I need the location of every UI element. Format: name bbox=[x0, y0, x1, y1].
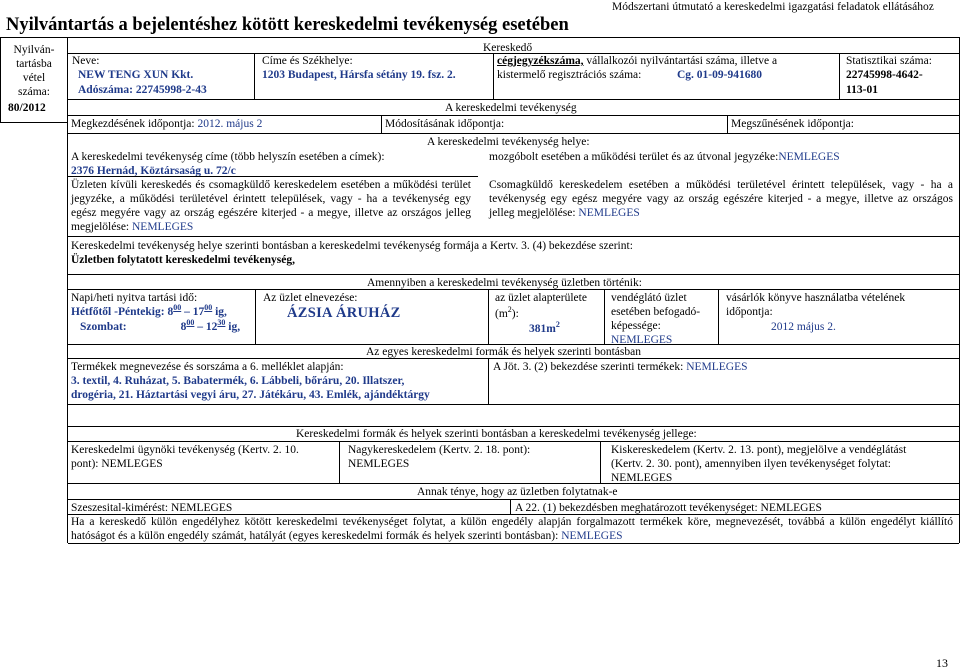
agent-label-1: Kereskedelmi ügynöki tevékenység (Kertv. 2. 10. bbox=[71, 444, 299, 456]
network-top-rule bbox=[68, 483, 959, 484]
shop-divider-1 bbox=[255, 289, 256, 344]
place-section-title: A kereskedelmi tevékenység helye: bbox=[427, 136, 590, 148]
jot-products-label: A Jöt. 3. (2) bekezdése szerinti termékek: bbox=[493, 361, 684, 373]
start-date-label: Megkezdésének időpontja: bbox=[71, 118, 195, 130]
activity-section-title: A kereskedelmi tevékenység bbox=[445, 102, 577, 114]
shop-name-value: ÁZSIA ÁRUHÁZ bbox=[287, 305, 401, 321]
form-top-rule bbox=[68, 236, 959, 237]
start-date-value: 2012. május 2 bbox=[197, 118, 263, 130]
shop-divider-4 bbox=[718, 289, 719, 344]
document-title: Nyilvántartás a bejelentéshez kötött kereskedelmi tevékenység esetében bbox=[6, 15, 569, 35]
catering-label-2: esetében befogadó- bbox=[611, 306, 701, 318]
network-divider bbox=[510, 499, 511, 514]
retail-value: NEMLEGES bbox=[611, 472, 673, 484]
trader-divider-2 bbox=[493, 53, 494, 99]
shop-divider-3 bbox=[604, 289, 605, 344]
left-col-bottom-rule bbox=[0, 122, 68, 123]
retail-label-1: Kiskereskedelem (Kertv. 2. 13. pont), megjelölve a vendéglátást bbox=[611, 444, 907, 456]
opening-hours-weekday: Hétfőtől -Péntekig: $8^{00} - 17^{00}$ ig, bbox=[71, 303, 227, 318]
activity-top-rule bbox=[68, 99, 959, 100]
shop-fields-rule bbox=[68, 289, 959, 290]
mobile-shop-label: mozgóbolt esetében a működési terület és az útvonal jegyzéke: bbox=[489, 151, 779, 163]
opening-hours-saturday: Szombat: $8^{00} - 12^{30}$ ig, bbox=[80, 318, 241, 333]
trader-stat-value-1: 22745998-4642- bbox=[846, 69, 923, 81]
forms-divider-1 bbox=[339, 441, 340, 483]
jot-products-value: NEMLEGES bbox=[686, 361, 748, 373]
products-bottom-rule bbox=[68, 404, 959, 405]
complaint-book-label-1: vásárlók könyve használatba vételének bbox=[726, 292, 906, 304]
trader-section-title: Kereskedő bbox=[483, 42, 533, 54]
catering-value: NEMLEGES bbox=[611, 334, 673, 346]
agent-label-2: pont): NEMLEGES bbox=[71, 458, 163, 470]
mobile-shop-value: NEMLEGES bbox=[778, 151, 840, 163]
special-section-title: Az egyes kereskedelmi formák és helyek szerinti bontásban bbox=[366, 346, 641, 358]
shop-section-title: Amennyiben a kereskedelmi tevékenység üzletben történik: bbox=[367, 277, 642, 289]
place-address-value: 2376 Hernád, Köztársaság u. 72/c bbox=[71, 165, 236, 177]
end-date-label: Megszűnésének időpontja: bbox=[731, 118, 854, 130]
activity-dates-rule bbox=[68, 115, 959, 116]
address-underline bbox=[68, 176, 478, 177]
trader-address-label: Címe és Székhelye: bbox=[262, 55, 353, 67]
page-number: 13 bbox=[936, 656, 948, 670]
trader-reg-label-2: kistermelő regisztrációs száma: bbox=[497, 69, 642, 81]
permit-text: Ha a kereskedő külön engedélyhez kötött kereskedelmi tevékenységet folytat, a külön engedély alapján forgalmazott termékek köre, megnevezését, továbbá a külön engedélyt kiállító hatóságot és a külön engedély számát, hatályát (egyes kereskedelmi formák és helyek szerinti bontásban): NEMLEGES bbox=[71, 516, 953, 542]
trader-reg-label-bold: cégjegyzékszáma, bbox=[497, 55, 584, 67]
products-top-rule bbox=[68, 358, 959, 359]
complaint-book-label-2: időpontja: bbox=[726, 306, 773, 318]
products-line-1: 3. textil, 4. Ruházat, 5. Babatermék, 6. Lábbeli, bőráru, 20. Illatszer, bbox=[71, 375, 405, 387]
dates-divider-1 bbox=[381, 115, 382, 133]
catering-label-3: képessége: bbox=[611, 320, 661, 332]
products-line-2: drogéria, 21. Háztartási vegyi áru, 27. Játékáru, 43. Emlék, ajándéktárgy bbox=[71, 389, 430, 401]
complaint-book-value: 2012 május 2. bbox=[771, 321, 836, 333]
trader-divider-1 bbox=[254, 53, 255, 99]
wholesale-label: Nagykereskedelem (Kertv. 2. 18. pont): bbox=[348, 444, 531, 456]
products-label: Termékek megnevezése és sorszáma a 6. melléklet alapján: bbox=[71, 361, 344, 373]
document-subtitle: Módszertani útmutató a kereskedelmi igazgatási feladatok ellátásához bbox=[612, 1, 934, 13]
products-divider bbox=[488, 358, 489, 404]
registration-label: Nyilván- tartásba vétel száma: bbox=[13, 44, 55, 98]
opening-hours-label: Napi/heti nyitva tartási idő: bbox=[71, 292, 198, 304]
place-top-rule bbox=[68, 133, 959, 134]
trader-tax-label: Adószáma: bbox=[78, 84, 133, 96]
mail-order-text: Csomagküldő kereskedelem esetében a működési területével érintett települések, vagy - ha a tevékenység egy egész megyére vagy az ország egészére kiterjed - a megye, illetve az országos jelleg megjelölése: NEMLEGES bbox=[489, 179, 953, 219]
trader-divider-3 bbox=[839, 53, 840, 99]
catering-label-1: vendéglátó üzlet bbox=[611, 292, 687, 304]
forms-section-title: Kereskedelmi formák és helyek szerinti bontásban a kereskedelmi tevékenység jellege: bbox=[296, 428, 697, 440]
main-bottom-rule bbox=[68, 543, 959, 544]
trader-reg-value: Cg. 01-09-941680 bbox=[677, 69, 762, 81]
trader-reg-label: vállalkozói nyilvántartási száma, illetve a bbox=[583, 55, 778, 67]
trader-stat-value-2: 113-01 bbox=[846, 84, 878, 96]
trader-address-value: 1203 Budapest, Hársfa sétány 19. fsz. 2. bbox=[262, 69, 456, 81]
header-rule bbox=[0, 37, 960, 38]
retail-label-2: (Kertv. 2. 30. pont), amennyiben ilyen tevékenységet folytat: bbox=[611, 458, 891, 470]
a22-activity: A 22. (1) bekezdésben meghatározott tevékenységet: NEMLEGES bbox=[515, 502, 822, 514]
floor-area-value: $381m^2$ bbox=[529, 320, 560, 335]
shop-name-label: Az üzlet elnevezése: bbox=[263, 292, 358, 304]
main-left-line bbox=[67, 37, 68, 543]
trader-name-value: NEW TENG XUN Kkt. bbox=[78, 69, 194, 81]
trade-form-value: Üzletben folytatott kereskedelmi tevékenység, bbox=[71, 254, 295, 266]
outside-trade-text: Üzleten kívüli kereskedés és csomagküldő kereskedelem esetében a működési terület jegyzéke, a működési területével érintett települések, vagy - ha a tevékenység egy egész megyére vagy az ország egészére kiterjed - a megye, illetve az országos jelleg megjelölése: NEMLEGES bbox=[71, 179, 471, 233]
wholesale-value: NEMLEGES bbox=[348, 458, 410, 470]
floor-area-unit: $(m^2)$: bbox=[495, 305, 519, 320]
trade-form-label: Kereskedelmi tevékenység helye szerinti bontásban a kereskedelmi tevékenység formája a Kertv. 3. (4) bekezdése szerint: bbox=[71, 240, 633, 252]
trader-stat-label: Statisztikai száma: bbox=[846, 55, 932, 67]
alcohol-serving: Szeszesital-kimérést: NEMLEGES bbox=[71, 502, 233, 514]
modification-date-label: Módosításának időpontja: bbox=[385, 118, 505, 130]
network-section-title: Annak ténye, hogy az üzletben folytatnak-e bbox=[417, 486, 618, 498]
left-col-outer-line bbox=[0, 37, 1, 123]
place-address-label: A kereskedelmi tevékenység címe (több helyszín esetében a címek): bbox=[71, 151, 385, 163]
shop-top-rule bbox=[68, 274, 959, 275]
forms-divider-2 bbox=[600, 441, 601, 483]
floor-area-label: az üzlet alapterülete bbox=[495, 292, 587, 304]
dates-divider-2 bbox=[727, 115, 728, 133]
network-fields-rule bbox=[68, 499, 959, 500]
forms-fields-rule bbox=[68, 441, 959, 442]
shop-divider-2 bbox=[488, 289, 489, 344]
registration-number: 80/2012 bbox=[8, 102, 46, 114]
trader-tax-value: 22745998-2-43 bbox=[135, 84, 207, 96]
trader-name-label: Neve: bbox=[72, 55, 100, 67]
